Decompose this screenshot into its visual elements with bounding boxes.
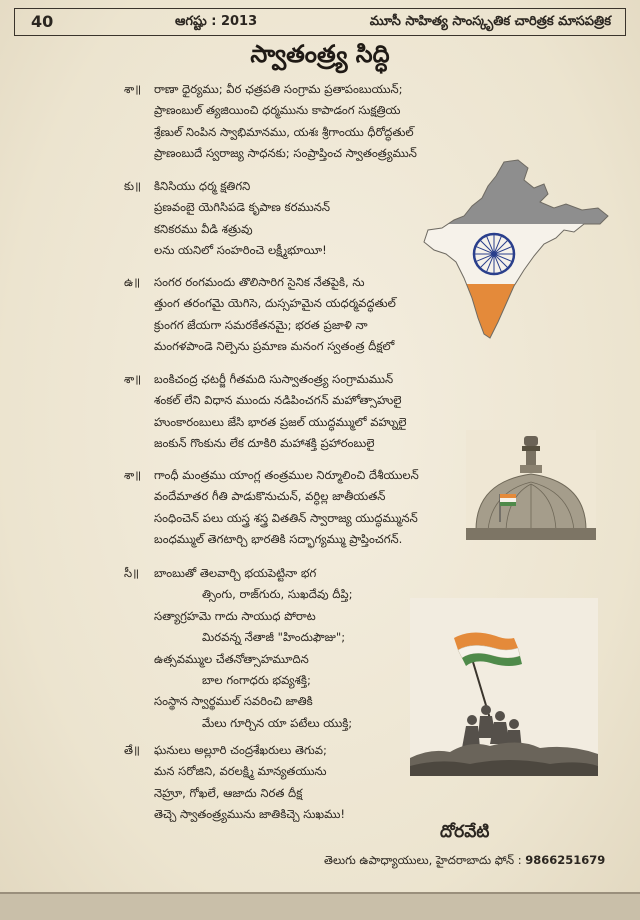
page-header	[14, 8, 626, 36]
poem-line: గాంధీ మంత్రము యాంగ్ల తంత్రముల నిర్మూలించి దేశీయులన్	[154, 468, 419, 482]
poem-line: త్తుంగ తరంగమై యెగిసె, దుస్సహమైన యధర్మవద్ధతుల్	[154, 296, 396, 311]
poem-line: శ్రేణుల్ నింపిన స్వాభిమానము, యశః శ్రీగాంయు ధీరోద్ధతుల్	[154, 124, 414, 139]
poem-line: ఉత్సవమ్ముల చేతనోత్సాహమూదిన	[154, 651, 309, 666]
poem-line: సంగర రంగమందు తొలిసారిగ సైనిక నేతపైకి, ను	[154, 275, 365, 289]
poem-line: సత్యాగ్రహమె గాదు సాయుధ పోరాట	[154, 608, 316, 623]
author-details	[324, 853, 605, 870]
stanza-meter-label: కు॥	[124, 179, 142, 193]
author-phone: 9866251679	[525, 853, 606, 867]
page-bottom-edge	[0, 894, 640, 920]
stanza-meter-label: ఉ॥	[124, 275, 141, 289]
author-designation: తెలుగు ఉపాధ్యాయులు, హైదరాబాదు ఫోన్ :	[324, 853, 522, 867]
stanza-meter-label: శా॥	[124, 82, 142, 96]
poem-line: కినిసియు ధర్మ క్షతిగని	[154, 179, 251, 193]
poem-line: శంకల్ లేని విధాన ముందు నడిపించగన్ మహోత్సాహులై	[154, 393, 402, 408]
poem-line: ప్రాణంబుదే స్వరాజ్య సాధనకు; సంప్రాప్తించ స్వాతంత్ర్యమున్	[154, 146, 417, 161]
poem-line: రాణా ధైర్యము; వీర ఛత్రపతి సంగ్రామ ప్రతాపంబుయున్;	[154, 82, 403, 96]
stanza-meter-label: శా॥	[124, 468, 142, 482]
stanza-meter-label: సీ॥	[124, 566, 140, 580]
magazine-name: మూసీ సాహిత్య సాంస్కృతిక చారిత్రక మాసపత్రిక	[369, 14, 611, 29]
poem-line: బంకిచంద్ర ఛటర్జీ గీతమది సుస్వాతంత్ర్య సంగ్రామమున్	[154, 372, 394, 386]
stanza-meter-label: తే॥	[124, 743, 140, 757]
parliament-dome-image	[466, 430, 596, 540]
poem-line: బంధమ్ముల్ తెగటార్చి భారతికి సద్భాగ్యమ్ము ప్రాప్తించగన్.	[154, 532, 403, 547]
page-number: 40	[31, 12, 54, 31]
poem-line: మేలు గూర్చిన యా పటేలు యుక్తి;	[202, 715, 353, 730]
poem-line: వందేమాతర గీతి పాడుకొనుచున్, వర్ధిల్ల జాతీయతన్	[154, 489, 386, 504]
poem-line: క్రుంగగ జేయగా సమరకేతనమై; భరత ప్రజాళి నా	[154, 317, 368, 332]
poem-line: సంస్థాన స్వార్థముల్ సవరించి జాతికి	[154, 694, 313, 709]
poem-line: ప్రాణంబుల్ త్యజియించి ధర్మమును కాపాడంగ సుక్షత్రియ	[154, 103, 401, 118]
flag-raising-soldiers-image	[410, 598, 598, 776]
poem-line: బాల గంగాధరు భవ్యశక్తి;	[202, 673, 311, 688]
poem-line: మన సరోజిని, వరలక్ష్మి మాన్యతయును	[154, 764, 327, 779]
map-upper-shade	[416, 158, 616, 224]
poem-line: ఘనులు అల్లూరి చంద్రశేఖరులు తెగువ;	[154, 743, 327, 757]
poem-line: కనికరము వీడి శత్రువు	[154, 221, 253, 236]
poem-line: బాంబుతో తెలవార్చి భయపెట్టినా భగ	[154, 566, 317, 580]
author-name: దోరవేటి	[440, 822, 490, 842]
poem-line: హుంకారంబులు జేసి భారత ప్రజల్ యుద్ధమ్ములో వహ్నులై	[154, 414, 407, 429]
poem-line: జంకున్ గొంకును లేక దూకిరి మహాశక్తి ప్రహారంబులై	[154, 436, 375, 451]
poem-line: నెహ్రూ, గోఖలే, ఆజాదు నిరత దీక్ష	[154, 785, 303, 800]
stanza-meter-label: శా॥	[124, 372, 142, 386]
poem-line: మంగళపాండె నిల్పెను ప్రమాణ మనంగ స్వతంత్ర దీక్షలో	[154, 339, 395, 354]
poem-line: త్సింగు, రాజ్‌గురు, సుఖదేవు దీప్తి;	[202, 587, 353, 602]
flag-saffron-band	[416, 284, 616, 348]
poem-title: స్వాతంత్ర్య సిద్ధి	[250, 40, 390, 68]
poem-line: లను యనిలో సంహరించె లక్ష్మీభూయీ!	[154, 243, 327, 258]
issue-date: ఆగష్టు : 2013	[175, 14, 258, 29]
india-map-image	[416, 158, 616, 348]
ashoka-chakra-icon	[474, 234, 514, 274]
poem-line: సంధించెన్ పలు యస్త్ర శస్త్ర వితతిన్ స్వారాజ్య యుద్ధమ్మునన్	[154, 510, 418, 525]
poem-line: ప్రణవంబై యెగిసిపడె కృపాణ కరమునన్	[154, 200, 331, 215]
poem-line: తెచ్చె స్వాతంత్ర్యమును జాతికిచ్చె సుఖము!	[154, 807, 346, 822]
poem-line: మిరవన్న నేతాజీ "హిందుఫౌజు";	[202, 630, 346, 645]
